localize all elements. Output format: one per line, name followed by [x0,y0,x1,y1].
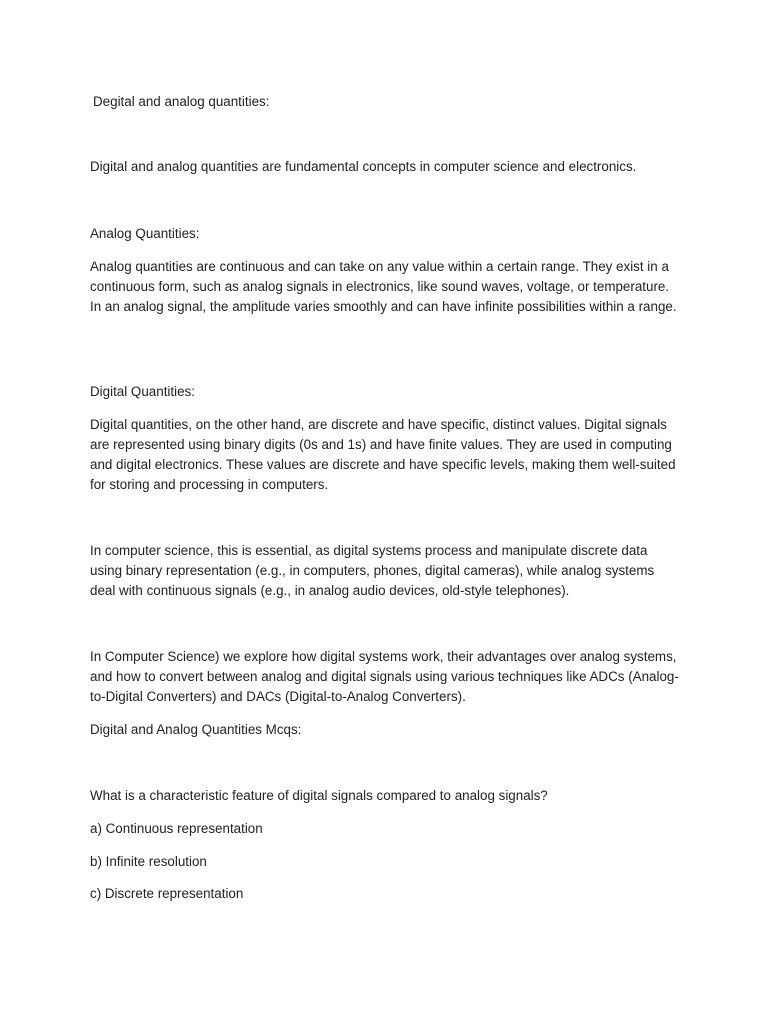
mcq-heading: Digital and Analog Quantities Mcqs: [90,722,302,737]
mcq-question: What is a characteristic feature of digital signals compared to analog signals? [90,788,548,803]
mcq-option-a: a) Continuous representation [90,821,263,836]
computer-science-paragraph-2: In Computer Science) we explore how digital systems work, their advantages over analog systems, and how to convert between analog and digital signals using various techniques like ADCs (Analog-to-Digital Converters) and DACs (Digital-to-Analog Converters). [90,649,679,704]
mcq-option-c: c) Discrete representation [90,886,244,901]
analog-paragraph: Analog quantities are continuous and can take on any value within a certain range. They exist in a continuous form, such as analog signals in electronics, like sound waves, voltage, or temperature. In an analog signal, the amplitude varies smoothly and can have infinite possibilities within a range. [90,259,677,314]
digital-paragraph: Digital quantities, on the other hand, are discrete and have specific, distinct values. Digital signals are represented using binary digits (0s and 1s) and have finite values. They are used in computing and digital electronics. These values are discrete and have specific levels, making them well-suited for storing and processing in computers. [90,417,676,492]
document-title: Degital and analog quantities: [93,94,270,109]
mcq-option-b: b) Infinite resolution [90,854,207,869]
digital-heading: Digital Quantities: [90,384,195,399]
computer-science-paragraph: In computer science, this is essential, as digital systems process and manipulate discrete data using binary representation (e.g., in computers, phones, digital cameras), while analog systems deal with continuous signals (e.g., in analog audio devices, old-style telephones). [90,543,655,598]
analog-heading: Analog Quantities: [90,226,200,241]
intro-paragraph: Digital and analog quantities are fundamental concepts in computer science and electronics. [90,159,637,174]
